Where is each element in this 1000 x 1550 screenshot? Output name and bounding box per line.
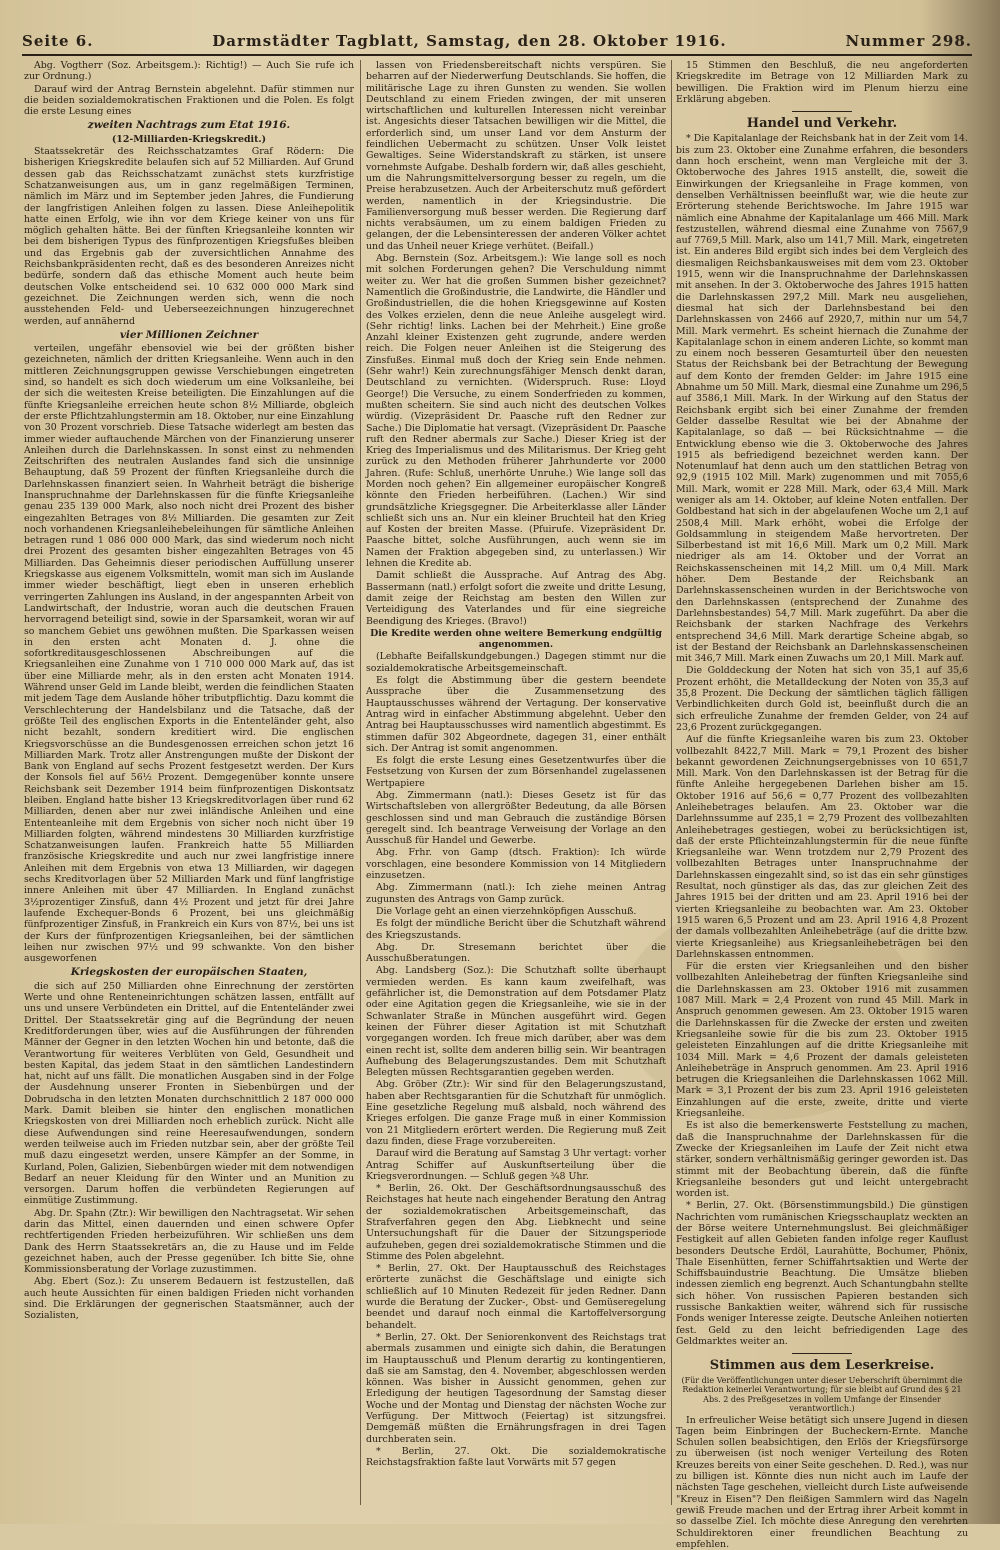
section-heading-readers: Stimmen aus dem Leserkreise. (709, 1358, 935, 1374)
paragraph: die sich auf 250 Milliarden ohne Einrechnung der zerstörten Werte und ohne Renteneinrichtungen schätzen lassen, entfällt auf uns und unsere Verbündeten ein Drittel, auf die Ententeländer zwei Drittel. Der Staatssekretär ging auf die Begründung der neuen Kreditforderungen über, wies auf die Ausführungen der führenden Männer der Gegner in den letzten Wochen hin und betonte, daß die Verantwortung für weiteres Verblüten von Geld, Gesundheit und besten Kapital, das jedem Staat in den sämtlichen Landestindern hat, nicht auf uns fällt. Die monatlichen Ausgaben sind in der Folge der Ausdehnung unserer Fronten in Siebenbürgen und der Dobrudscha in den letzten Monaten durchschnittlich 2 187 000 000 Mark. Damit bleiben sie hinter den englischen monatlichen Kriegskosten von drei Milliarden noch erheblich zurück. Nicht alle diese Aufwendungen sind reine Heeresaufwendungen, sondern werden teilweise auch im Frieden nutzbar sein, aber der größte Teil muß dazu eingesetzt werden, unsere Kämpfer an der Somme, in Kurland, Polen, Galizien, Siebenbürgen wieder mit dem notwendigen Bedarf an neuer Kleidung für den Winter und an Munition zu versorgen. Darum hoffen die verbündeten Regierungen auf einmütige Zustimmung. (24, 980, 354, 1207)
resolution-note: Die Kredite werden ohne weitere Bemerkung endgültig angenommen. (370, 627, 662, 651)
header-rule (22, 54, 972, 56)
column-3 (676, 60, 968, 1550)
column-divider (671, 60, 672, 1505)
column-2 (366, 60, 666, 1505)
paragraph: Darauf wird die Beratung auf Samstag 3 Uhr vertagt: vorher Antrag Schiffer auf Auskunftserteilung über die Kriegsverordnungen. — Schluß gegen ¾8 Uhr. (366, 1148, 666, 1182)
section-heading: vier Millionen Zeichner (119, 328, 259, 341)
paragraph: Abg. Bernstein (Soz. Arbeitsgem.): Wie lange soll es noch mit solchen Forderungen gehen? Die Verschuldung nimmt weiter zu. Wer hat die großen Summen bisher gezeichnet? Namentlich die Großindustrie, die Landwirte, die Händler und Großindustriellen, die die hohen Kriegsgewinne auf Kosten des Volkes erzielen, denn die neue Anleihe ausgelegt wird. (Sehr richtig! links. Lachen bei der Mehrheit.) Eine große Anzahl kleiner Existenzen geht zugrunde, andere werden reich. Die Folgen neuer Anleihen ist die Steigerung des Zinsfußes. Einmal muß doch der Krieg sein Ende nehmen. (Sehr wahr!) Kein zurechnungsfähiger Mensch denkt daran, Deutschland zu vernichten. (Widerspruch. Ruse: Lloyd George!) Die Versuche, zu einem Sonderfrieden zu kommen, mußten scheitern. Sie sind auch nicht des deutschen Volkes würdig. (Vizepräsident Dr. Paasche ruft den Redner zur Sache.) Die Diplomatie hat versagt. (Vizepräsident Dr. Paasche ruft den Redner abermals zur Sache.) Dieser Krieg ist der Krieg des Imperialismus und des Militarismus. Der Krieg geht zurück zu den Methoden früherer Jahrhunderte vor 2000 Jahren. (Rufe: Schluß, unerhörte Unruhe.) Wie lange soll das Morden noch gehen? Ein allgemeiner europäischer Kongreß könnte den Frieden herbeiführen. (Lachen.) Wir sind grundsätzliche Kriegsgegner. Die Arbeiterklasse aller Länder schließt sich uns an. Nur ein kleiner Bruchteil hat den Krieg auf Kosten der breiten Masse. (Pfuirufe. Vizepräsident Dr. Paasche bittet, solche Ausführungen, auch wenn sie im Namen der Fraktion abgegeben sind, zu unterlassen.) Wir lehnen die Kredite ab. (366, 253, 666, 570)
paragraph: verteilen, ungefähr ebensoviel wie bei der größten bisher gezeichneten, nämlich der dritten Kriegsanleihe. Wenn auch in den mittleren Zeichnungsgruppen gewisse Verschiebungen eingetreten sind, so handelt es sich doch wiederum um eine Volksanleihe, bei der sich die weitesten Kreise beteiligten. Die Einzahlungen auf die fünfte Kriegsanleihe erreichen heute schon 8½ Milliarde, obgleich der erste Pflichtzahlungstermin am 18. Oktober, nur eine Einzahlung von 30 Prozent vorschrieb. Diese Tatsache widerlegt am besten das immer wieder auftauchende Märchen von der Finanzierung unserer Anleihen durch die Darlehnskassen. In sonst einst zu nehmenden Zeitschriften des neutralen Auslandes fand sich die unsinnige Behauptung, daß 59 Prozent der fünften Kriegsanleihe durch die Darlehnskassen finanziert seien. In Wahrheit beträgt die bisherige Inanspruchnahme der Darlehnskassen für die fünfte Kriegsanleihe genau 235 139 000 Mark, also noch nicht drei Prozent des bisher eingezahlten Betrages von 8½ Milliarden. Die gesamten zur Zeit noch vorhandenen Kriegsanleihebeleihungen für sämtliche Anleihen betragen rund 1 086 000 000 Mark, das sind wiederum noch nicht drei Prozent des gesamten bisher eingezahlten Betrages von 45 Milliarden. Das Geheimnis dieser periodischen Auffüllung unserer Kriegskasse aus eigenem Volksmitteln, womit man sich im Auslande immer wieder beschäftigt, liegt eben in unseren erheblich verringerten Zahlungen ins Ausland, in der angespannten Arbeit von Landwirtschaft, der Industrie, woran auch die deutschen Frauen hervorragend beteiligt sind, sowie in der Sparsamkeit, woran wir auf so manchem Gebiet uns gewöhnen mußten. Die Sparkassen weisen in den ersten acht Monaten d. J. ohne die sofortkreditausgeschlossenen Abschreibungen auf die Kriegsanleihen eine Zunahme von 1 710 000 000 Mark auf, das ist über eine Milliarde mehr, als in den ersten acht Monaten 1914. Während unser Geld im Lande bleibt, werden die feindlichen Staaten mit jedem Tage dem Auslande höher tributpflichtig. Dazu kommt die Verschlechterung der Handelsbilanz und die Tatsache, daß der größte Teil des englischen Exports in die Ententeländer geht, also nicht bezahlt, sondern kreditiert wird. Die englischen Kriegsvorschüsse an die Bundesgenossen erreichen schon jetzt 16 Milliarden Mark. Trotz aller Anstrengungen mußte der Diskont der Bank von England auf sechs Prozent festgesetzt werden. Der Kurs der Konsols fiel auf 56½ Prozent. Demgegenüber konnte unsere Reichsbank seit Dezember 1914 beim fünfprozentigen Diskontsatz bleiben. England hatte bisher 13 Kriegskreditvorlagen über rund 62 Milliarden, denen aber nur zwei inländische Anleihen und eine Ententeanleihe mit dem Ergebnis von sicher noch nicht über 19 Milliarden folgten, während mindestens 30 Milliarden kurzfristige Schatzanweisungen laufen. Frankreich hatte 55 Milliarden französische Kriegskredite und auch nur zwei langfristige innere Anleihen mit dem Ergebnis von etwa 13 Milliarden, wir dagegen sechs Kreditvorlagen über 52 Milliarden Mark und fünf langfristige innere Anleihen mit über 47 Milliarden. In England zunächst 3½prozentiger Zinsfuß, dann 4½ Prozent und jetzt für drei Jahre laufende Exchequer-Bonds 6 Prozent, bei uns gleichmäßig fünfprozentiger Zinsfuß, in Frankreich ein Kurs von 87½, bei uns ist der Kurs der fünfprozentigen Kriegsanleihen, bei der sämtlichen leihen nur zwischen 97½ und 99 schwankte. Von den bisher ausgeworfenen (24, 343, 354, 965)
paragraph: Damit schließt die Aussprache. Auf Antrag des Abg. Bassermann (natl.) erfolgt sofort die zweite und dritte Lesung, damit zeige der Reichstag am besten den Willen zur Verteidigung des Vaterlandes und für eine siegreiche Beendigung des Krieges. (Bravo!) (366, 570, 666, 627)
section-heading-trade: Handel und Verkehr. (746, 116, 898, 132)
section-heading: zweiten Nachtrags zum Etat 1916. (87, 119, 291, 132)
paragraph: 15 Stimmen den Beschluß, die neu angeforderten Kriegskredite im Betrage von 12 Milliarden Mark zu bewilligen. Die Fraktion wird im Plenum hierzu eine Erklärung abgeben. (676, 60, 968, 105)
section-heading: Kriegskosten der europäischen Staaten, (70, 966, 308, 979)
paragraph: In erfreulicher Weise betätigt sich unsere Jugend in diesen Tagen beim Einbringen der Bucheckern-Ernte. Manche Schulen sollen beabsichtigen, den Erlös der Kriegsfürsorge zu überweisen (ist noch weniger Verteilung des Roten Kreuzes bereits von einer Seite geschehen. D. Red.), was nur zu billigen ist. Könnte dies nun nicht auch im Laufe der nächsten Tage geschehen, vielleicht durch Liste aufweisende "Kreuz in Eisen"? Den fleißigen Sammlern wird das Nageln gewiß Freude machen und der Ertrag ihrer Arbeit kommt in so dasselbe Ziel. Ich möchte diese Anregung den verehrten Schuldirektoren einer freundlichen Beachtung zu empfehlen. (676, 1414, 968, 1550)
paragraph: (Lebhafte Beifallskundgebungen.) Dagegen stimmt nur die sozialdemokratische Arbeitsgemeinschaft. (366, 651, 666, 674)
paragraph: lassen von Friedensbereitschaft nichts verspüren. Sie beharren auf der Niederwerfung Deutschlands. Sie hoffen, die militärische Lage zu ihren Gunsten zu wenden. Sie wollen Deutschland zu einem Frieden zwingen, der mit unseren wirtschaftlichen und kulturellen Interessen nicht vereinbar ist. Angesichts dieser Tatsachen bewilligen wir die Mittel, die erforderlich sind, um unser Land vor dem Ansturm der feindlichen Uebermacht zu schützen. Unser Volk leistet Gewaltiges. Seine Widerstandskraft zu stärken, ist unsere vornehmste Aufgabe. Deshalb fordern wir, daß alles geschieht, um die Nahrungsmittelversorgung besser zu regeln, um die Preise herabzusetzen. Auch der Arbeiterschutz muß gefördert werden, namentlich in der Kriegsindustrie. Die Familienversorgung muß besser werden. Die Regierung darf nichts verabsäumen, um zu einem baldigen Frieden zu gelangen, der die Lebensinteressen der anderen Völker achtet und das Unheil neuer Kriege verhütet. (Beifall.) (366, 60, 666, 252)
paragraph: Abg. Dr. Stresemann berichtet über die Ausschußberatungen. (366, 941, 666, 965)
paragraph: Es folgt die Abstimmung über die gestern beendete Aussprache über die Zusammensetzung des Hauptausschusses während der Vertagung. Der konservative Antrag wird in einfacher Abstimmung abgelehnt. Ueber den Antrag bei Hauptausschusses wird namentlich abgestimmt. Es stimmen dafür 302 Abgeordnete, dagegen 31, einer enthält sich. Der Antrag ist somit angenommen. (366, 675, 666, 754)
paragraph: Abg. Zimmermann (natl.): Ich ziehe meinen Antrag zugunsten des Antrags von Gamp zurück. (366, 882, 666, 905)
paragraph: Auf die fünfte Kriegsanleihe waren bis zum 23. Oktober vollbezahlt 8422,7 Mill. Mark = 79,1 Prozent des bisher bekannt gewordenen Zeichnungsergebnisses von 10 651,7 Mill. Mark. Von den Darlehnskassen ist der Betrag für die fünfte Anleihe hergegebenen Darlehen bisher am 15. Oktober 1916 auf 56,6 = 0,77 Prozent des vollbezahlten Anleihebetrages belaufen. Am 23. Oktober war die Darlehnssumme auf 235,1 = 2,79 Prozent des vollbezahlten Anleihebetrages gestiegen, wobei zu berücksichtigen ist, daß der erste Pflichteinzahlungstermin für die neue fünfte Kriegsanleihe war. Wenn trotzdem nur 2,79 Prozent des vollbezahlten Betrages unter Inanspruchnahme der Darlehnskassen eingezahlt sind, so ist das ein sehr günstiges Resultat, noch günstiger als das, das zur gleichen Zeit des Jahres 1915 bei der dritten und am 23. April 1916 bei der vierten Kriegsanleihe zu beobachten war. Am 23. Oktober 1915 waren 6,5 Prozent und am 23. April 1916 4,8 Prozent der damals vollbezahlten Anleihebeträge (auf die dritte bzw. vierte Kriegsanleihe) aus Kriegsanleihebeträgen bei den Darlehnskassen entnommen. (676, 734, 968, 960)
paragraph: Abg. Gröber (Ztr.): Wir sind für den Belagerungszustand, haben aber Rechtsgarantien für die Schutzhaft für unmöglich. Eine gesetzliche Regelung muß alsbald, noch während des Krieges erfolgen. Die ganze Frage muß in einer Kommission von 21 Mitgliedern erörtert werden. Die Regierung muß Zeit dazu finden, diese Frage vorzubereiten. (366, 1079, 666, 1147)
column-1 (24, 60, 354, 1505)
paragraph: Abg. Zimmermann (natl.): Dieses Gesetz ist für das Wirtschaftsleben von allergrößter Bedeutung, da alle Börsen geschlossen sind und man Gebrauch die zuständige Börsen geregelt sind. Ich beantrage Verweisung der Vorlage an den Ausschuß für Handel und Gewerbe. (366, 790, 666, 847)
paragraph: Abg. Vogtherr (Soz. Arbeitsgem.): Richtig!) — Auch Sie rufe ich zur Ordnung.) (24, 60, 354, 83)
paragraph: Abg. Landsberg (Soz.): Die Schutzhaft sollte überhaupt vermieden werden. Es kann kaum zweifelhaft, was gefährlicher ist, die Demonstration auf dem Potsdamer Platz oder eine Agitation gegen die Kriegsanleihe, wie sie in der Schwanlater Straße in München ausgeführt wird. Gegen keinen der Führer dieser Agitation ist mit Schutzhaft vorgegangen worden. Ich freue mich darüber, aber was dem einen recht ist, sollte dem anderen billig sein. Wir beantragen Aufhebung des Belagerungszustandes. Dem mit Schutzhaft Belegten müssen Rechtsgarantien gegeben werden. (366, 965, 666, 1079)
paragraph: * Berlin, 27. Okt. (Börsenstimmungsbild.) Die günstigen Nachrichten vom rumänischen Kriegsschauplatz weckten an der Börse weitere Unternehmungslust. Bei gleichmäßiger Festigkeit auf allen Gebieten fanden infolge reger Kauflust besonders Deutsche Erdöl, Laurahütte, Bochumer, Phönix, Thale Eisenhütten, ferner Schiffahrtsaktien und Werte der Schiffsbauindustrie Beachtung. Die Umsätze blieben indessen ziemlich eng begrenzt. Auch Schantungbahn stellte sich höher. Von russischen Papieren bestanden sich russische Bankaktien weiter, während sich für russische Fonds weniger Interesse zeigte. Deutsche Anleihen notierten fest. Geld zu den leicht befriedigenden Lage des Geldmarktes weiter an. (676, 1200, 968, 1347)
paragraph: Abg. Frhr. von Gamp (dtsch. Fraktion): Ich würde vorschlagen, eine besondere Kommission von 14 Mitgliedern einzusetzen. (366, 847, 666, 882)
paragraph: Die Vorlage geht an einen vierzehnköpfigen Ausschuß. (376, 905, 637, 917)
news-item: * Berlin, 27. Okt. Der Hauptausschuß des Reichstages erörterte zunächst die Geschäftslage und einigte sich schließlich auf 10 Minuten Redezeit für jeden Redner. Dann wurde die Beratung der Zucker-, Obst- und Gemüseregelung beendet und darauf noch einmal die Kartoffelversorgung behandelt. (366, 1263, 666, 1331)
news-item: * Berlin, 27. Okt. Der Seniorenkonvent des Reichstags trat abermals zusammen und einigte sich dahin, die Beratungen im Hauptausschuß und Plenum derartig zu kontingentieren, daß sie am Samstag, den 4. November, abgeschlossen werden können. Was bisher in Aussicht genommen, gehen zur Erledigung der heutigen Tagesordnung der Samstag dieser Woche und der Montag und Dienstag der nächsten Woche zur Verfügung. Der Mittwoch (Feiertag) ist sitzungsfrei. Demgemäß müßten die Ernährungsfragen in drei Tagen durchberaten sein. (366, 1331, 666, 1445)
page-header (22, 30, 972, 52)
paragraph: Die Golddeckung der Noten hat sich von 35,1 auf 35,6 Prozent erhöht, die Metalldeckung der Noten von 35,3 auf 35,8 Prozent. Die Deckung der sämtlichen täglich fälligen Verbindlichkeiten durch Gold ist, beeinflußt durch die an sich erfreuliche Zunahme der fremden Gelder, von 24 auf 23,6 Prozent zurückgegangen. (676, 665, 968, 733)
paragraph: Darauf wird der Antrag Bernstein abgelehnt. Dafür stimmen nur die beiden sozialdemokratischen Fraktionen und die Polen. Es folgt die erste Lesung eines (24, 83, 354, 118)
paragraph: Es folgt der mündliche Bericht über die Schutzhaft während des Kriegszustands. (366, 918, 666, 941)
paragraph: Es folgt die erste Lesung eines Gesetzentwurfes über die Festsetzung von Kursen der zum Börsenhandel zugelassenen Wertpapiere (366, 755, 666, 789)
paragraph: Staatssekretär des Reichsschatzamtes Graf Rödern: Die bisherigen Kriegskredite belaufen sich auf 52 Milliarden. Auf Grund dessen gab das Reichsschatzamt zunächst stets kurzfristige Schatzanweisungen aus, um in ganz regelmäßigen Terminen, nämlich im März und im September jeden Jahres, die Fundierung der langfristigen Anleihen folgen zu lassen. Diese Anleihepolitik hatte einen Erfolg, wie ihn vor dem Kriege keiner von uns für möglich gehalten hätte. Bei der fünften Kriegsanleihe konnten wir bei dem bisherigen Typus des fünfprozentigen Kriegsfußes bleiben und das Ergebnis gab der zuversichtlichen Annahme des Reichsbankpräsidenten recht, daß es des besonderen Anreizes nicht bedürfe, sondern daß das ethische Moment auch heute beim deutschen Volke entscheidend sei. 10 632 000 000 Mark sind gezeichnet. Die Zeichnungen werden sich, wenn die noch ausstehenden Feld- und Ueberseezeichnungen hinzugerechnet werden, auf annähernd (24, 146, 354, 327)
section-subheading: (12-Milliarden-Kriegskredit.) (111, 133, 267, 145)
paragraph: * Die Kapitalanlage der Reichsbank hat in der Zeit vom 14. bis zum 23. Oktober eine Zunahme erfahren, die besonders dann hoch erscheint, wenn man Vergleiche mit der 3. Oktoberwoche des Jahres 1915 anstellt, die, soweit die Einwirkungen der Kriegsanleihe in Frage kommen, von denselben Verhältnissen beeinflußt war, wie die heute zur Erörterung stehende Berichtswoche. Im Jahre 1915 war nämlich eine Abnahme der Kapitalanlage um 466 Mill. Mark festzustellen, während diesmal eine Zunahme von 7567,9 auf 7769,5 Mill. Mark, also um 141,7 Mill. Mark, eingetreten ist. Ein anderes Bild ergibt sich indes bei dem Vergleich des diesmaligen Reichsbankausweises mit dem vom 23. Oktober 1915, wenn wir die Inanspruchnahme der Darlehnskassen mit ansehen. In der 3. Oktoberwoche des Jahres 1915 hatten die Darlehnskassen 297,2 Mill. Mark neu ausgeliehen, diesmal hat sich der Darlehnsbestand bei den Darlehnskassen von 2466 auf 2920,7, mithin nur um 54,7 Mill. Mark vermehrt. Es scheint hiernach die Zunahme der Kapitalanlage schon in einem anderen Lichte, so kommt man zu einem noch besseren Gesamturteil über den neuesten Status der Reichsbank bei der Betrachtung der Bewegung auf dem Konto der fremden Gelder: im Jahre 1915 eine Abnahme um 50 Mill. Mark, diesmal eine Zunahme um 296,5 auf 3586,1 Mill. Mark. In der Wirkung auf den Status der Reichsbank ergibt sich bei einer Zunahme der fremden Gelder dasselbe Resultat wie bei der Abnahme der Kapitalanlage, so daß — bei Rücksichtnahme — die Entwicklung ebenso wie die 3. Oktoberwoche des Jahres 1915 als befriedigend bezeichnet werden kann. Der Notenumlauf hat denn auch um den stattlichen Betrag von 92,9 (1915 102 Mill. Mark) zugenommen und mit 7055,6 Mill. Mark, womit er 228 Mill. Mark, oder 63,4 Mill. Mark weniger als am 14. Oktober, auf kleine Noten entfallen. Der Goldbestand hat sich in der abgelaufenen Woche um 2,1 auf 2508,4 Mill. Mark erhöht, wobei die Erfolge der Goldsammlung in steigendem Maße hervortreten. Der Silberbestand ist mit 16,6 Mill. Mark um 0,2 Mill. Mark niedriger als am 14. Oktober und der Vorrat an Reichskassenscheinen mit 14,2 Mill. um 0,4 Mill. Mark höher. Dem Bestande der Reichsbank an Darlehnskassenscheinen wurden in der Berichtswoche von den Darlehnskassen (entsprechend der Zunahme des Darlehnsbestandes) 54,7 Mill. Mark zugeführt. Da aber die Reichsbank der starken Nachfrage des Verkehrs entsprechend 34,6 Mill. Mark derartige Scheine abgab, so ist der Bestand der Reichsbank an Darlehnskassenscheinen mit 346,7 Mill. Mark einen Zuwachs um 20,1 Mill. Mark auf. (676, 133, 968, 665)
page-number: Seite 6. (22, 32, 94, 50)
news-item: * Berlin, 27. Okt. Die sozialdemokratische Reichstagsfraktion faßte laut Vorwärts mit 57 gegen (366, 1445, 666, 1469)
separator (792, 1353, 852, 1354)
paragraph: Für die ersten vier Kriegsanleihen und den bisher vollbezahlten Anleihebetrag der fünften Kriegsanleihe sind die Darlehnskassen am 23. Oktober 1916 mit zusammen 1087 Mill. Mark = 2,4 Prozent von rund 45 Mill. Mark in Anspruch genommen gewesen. Am 23. Oktober 1915 waren die Darlehnskassen für die Zwecke der ersten und zweiten Kriegsanleihe sowie für die bis zum 23. Oktober 1915 geleisteten Einzahlungen auf die dritte Kriegsanleihe mit 1034 Mill. Mark = 4,6 Prozent der damals geleisteten Anleihebeträge in Anspruch genommen. Am 23. April 1916 betrugen die Kriegsanleihen die Darlehnskassen 1062 Mill. Mark = 3,1 Prozent der bis zum 23. April 1916 geleisteten Einzahlungen auf die erste, zweite, dritte und vierte Kriegsanleihe. (676, 961, 968, 1120)
paragraph: Abg. Ebert (Soz.): Zu unserem Bedauern ist festzustellen, daß auch heute Aussichten für einen baldigen Frieden nicht vorhanden sind. Die Erklärungen der gegnerischen Staatsmänner, auch der Sozialisten, (24, 1276, 354, 1322)
paragraph: Abg. Dr. Spahn (Ztr.): Wir bewilligen den Nachtragsetat. Wir sehen darin das Mittel, einen dauernden und einen schwere Opfer rechtfertigenden Frieden herbeizuführen. Wir schließen uns dem Dank des Herrn Staatssekretärs an, die zu Hause und im Felde gezeichnet haben, auch der Presse gegenüber. Ich bitte Sie, ohne Kommissionsberatung der Vorlage zuzustimmen. (24, 1207, 354, 1276)
separator (792, 111, 852, 112)
editorial-disclaimer: (Für die Veröffentlichungen unter dieser Ueberschrift übernimmt die Redaktion keinerlei Verantwortung; für sie bleibt auf Grund des § 21 Abs. 2 des Preßgesetzes in vollem Umfange der Einsender verantwortlich.) (681, 1375, 963, 1414)
paragraph: Es ist also die bemerkenswerte Feststellung zu machen, daß die Inanspruchnahme der Darlehnskassen für die Zwecke der Kriegsanleihen im Laufe der Zeit nicht etwa stärker, sondern verhältnismäßig geringer geworden ist. Das stimmt mit der Beobachtung überein, daß die fünfte Kriegsanleihe besonders gut und leicht untergebracht worden ist. (676, 1120, 968, 1200)
news-item: * Berlin, 26. Okt. Der Geschäftsordnungsausschuß des Reichstages hat heute nach eingehender Beratung den Antrag der sozialdemokratischen Arbeitsgemeinschaft, das Strafverfahren gegen den Abg. Liebknecht und seine Untersuchungshaft für die Dauer der Sitzungsperiode aufzuheben, gegen drei sozialdemokratische Stimmen und die Stimme des Polen abgelehnt. (366, 1183, 666, 1262)
masthead-date: Darmstädter Tagblatt, Samstag, den 28. Oktober 1916. (212, 32, 727, 50)
issue-number: Nummer 298. (845, 32, 972, 50)
column-divider (360, 60, 361, 1505)
